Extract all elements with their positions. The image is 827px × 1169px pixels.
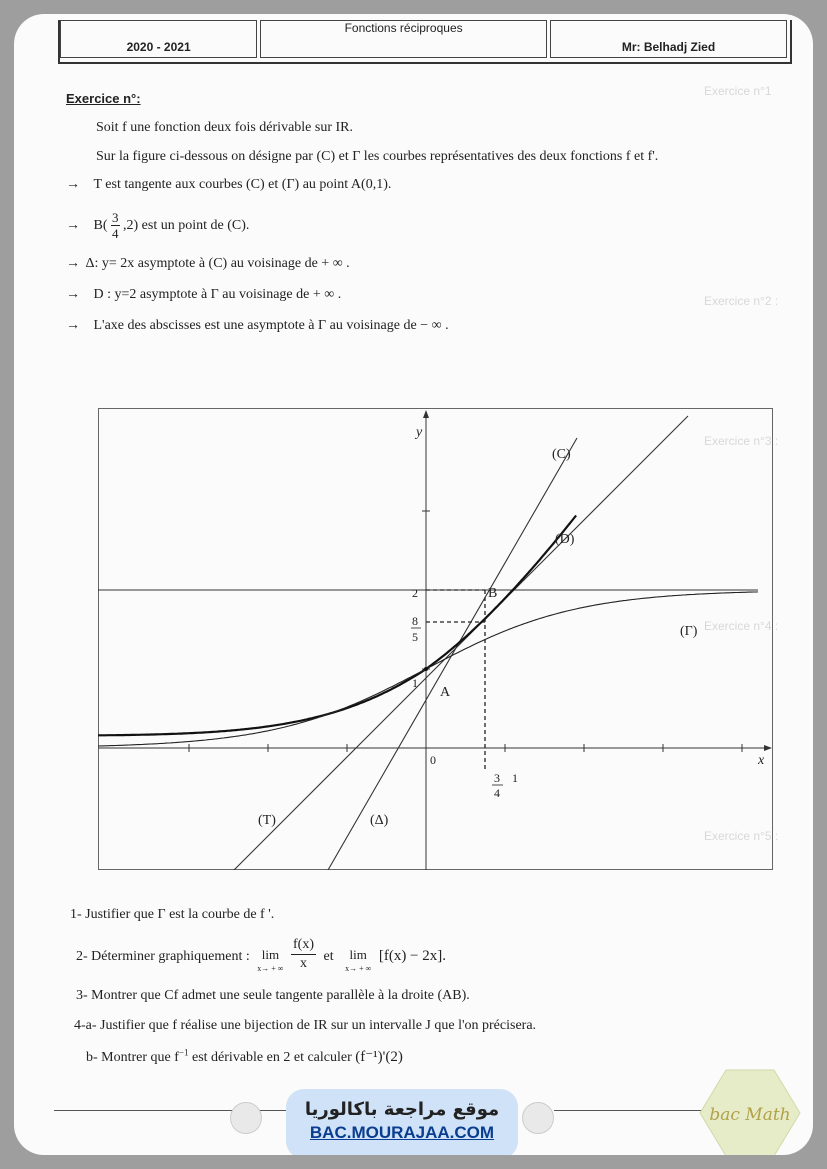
site-banner[interactable]	[286, 1089, 518, 1155]
question-3: 3- Montrer que Cf admet une seule tangente parallèle à la droite (AB).	[76, 988, 470, 1003]
point-b-prefix: B(	[93, 218, 108, 233]
bleed-heading-4: Exercice n°4 :	[704, 619, 779, 633]
header-year: 2020 - 2021	[60, 20, 257, 58]
hypothesis-5	[66, 318, 449, 334]
x-axis-arrow-icon	[764, 745, 772, 751]
fraction-f-over-x	[291, 936, 316, 973]
hypothesis-1	[66, 177, 391, 193]
point-a	[424, 667, 428, 671]
label-a: A	[440, 685, 451, 700]
y-axis-label: y	[416, 425, 423, 440]
question-4a: 4-a- Justifier que f réalise une bijection de IR sur un intervalle J que l'on précisera.	[74, 1018, 537, 1033]
document-page	[14, 14, 813, 1155]
bleed-heading-5: Exercice n°5 :	[704, 829, 779, 843]
bac-math-logo	[698, 1068, 802, 1155]
conjunction-et: et	[323, 949, 334, 964]
fraction-numerator: 3	[112, 210, 119, 225]
question-2-prefix: 2- Déterminer graphiquement :	[76, 949, 250, 964]
arrow-icon: →	[66, 318, 80, 333]
exercise-heading: Exercice n°:	[66, 91, 141, 106]
limit-symbol: lim	[349, 947, 367, 962]
hypothesis-5-text: L'axe des abscisses est une asymptote à Γ au voisinage de − ∞ .	[93, 318, 449, 333]
curve-c	[98, 516, 576, 736]
arrow-icon: →	[66, 256, 80, 271]
function-graph	[98, 408, 773, 870]
fraction-denominator: 4	[112, 226, 119, 241]
intro-line-1: Soit f une fonction deux fois dérivable sur IR.	[96, 120, 354, 135]
tick-label-5: 5	[412, 630, 418, 644]
label-t: (T)	[258, 813, 276, 828]
label-b: B	[488, 586, 498, 601]
label-d: (D)	[555, 532, 575, 547]
arrow-icon: →	[66, 287, 80, 302]
fraction-denominator: x	[300, 956, 307, 971]
label-c: (C)	[552, 447, 571, 462]
hypothesis-3	[66, 256, 350, 272]
inverse-derivative-expression: (f⁻¹)'(2)	[355, 1049, 403, 1065]
fraction-numerator: f(x)	[291, 936, 316, 955]
hypothesis-1-text: T est tangente aux courbes (C) et (Γ) au point A(0,1).	[93, 177, 392, 192]
limit-symbol: lim	[261, 947, 280, 962]
arrow-icon: →	[66, 218, 80, 233]
bleed-heading-1: Exercice n°1	[704, 84, 772, 98]
question-1: 1- Justifier que Γ est la courbe de f '.	[70, 907, 275, 922]
question-2	[76, 936, 446, 976]
origin-label: 0	[430, 753, 436, 767]
arrow-icon: →	[66, 177, 80, 192]
hypothesis-2	[66, 210, 249, 244]
header-title: Fonctions réciproques	[260, 20, 547, 58]
tick-label-4: 4	[494, 786, 500, 800]
limit-subscript: x→ + ∞	[257, 964, 284, 973]
limit-2-expression: [f(x) − 2x].	[378, 948, 447, 964]
asymptote-delta-line	[328, 438, 577, 870]
header-table	[58, 20, 792, 64]
y-axis-arrow-icon	[423, 410, 429, 418]
site-logo-right-icon	[522, 1102, 554, 1134]
hypothesis-3-text: Δ: y= 2x asymptote à (C) au voisinage de + ∞ .	[85, 256, 350, 271]
tick-label-8: 8	[412, 614, 418, 628]
limit-1	[257, 948, 283, 976]
tick-label-1y: 1	[412, 676, 418, 690]
inverse-exponent: −1	[178, 1047, 189, 1058]
limit-2	[345, 948, 371, 976]
label-gamma: (Γ)	[680, 624, 698, 639]
graph-frame	[99, 409, 773, 870]
tick-label-1x: 1	[512, 771, 518, 785]
bleed-heading-2: Exercice n°2 :	[704, 294, 779, 308]
question-4b	[86, 1047, 403, 1066]
hypothesis-4-text: D : y=2 asymptote à Γ au voisinage de + ∞ .	[93, 287, 342, 302]
question-4b-prefix: b- Montrer que f	[86, 1050, 179, 1065]
intro-line-2: Sur la figure ci-dessous on désigne par (C) et Γ les courbes représentatives des deux fonctions f et f'.	[96, 149, 659, 164]
question-4b-text: est dérivable en 2 et calculer	[192, 1050, 356, 1065]
tangent-t-line	[234, 416, 688, 870]
tick-label-3: 3	[494, 771, 500, 785]
limit-subscript: x→ + ∞	[345, 964, 372, 973]
header-teacher: Mr: Belhadj Zied	[550, 20, 787, 58]
hypothesis-4	[66, 287, 341, 303]
site-logo-left-icon	[230, 1102, 262, 1134]
point-b-suffix: ,2) est un point de (C).	[123, 218, 250, 233]
bleed-heading-3: Exercice n°3 :	[704, 434, 779, 448]
x-axis-label: x	[758, 753, 765, 768]
site-url-link[interactable]: BAC.MOURAJAA.COM	[309, 1123, 495, 1142]
label-delta: (Δ)	[370, 813, 389, 828]
tick-label-2: 2	[412, 586, 418, 600]
site-name-arabic: موقع مراجعة باكالوريا	[304, 1099, 500, 1120]
logo-text: bac Math	[709, 1105, 791, 1125]
fraction-3-4	[111, 210, 120, 241]
